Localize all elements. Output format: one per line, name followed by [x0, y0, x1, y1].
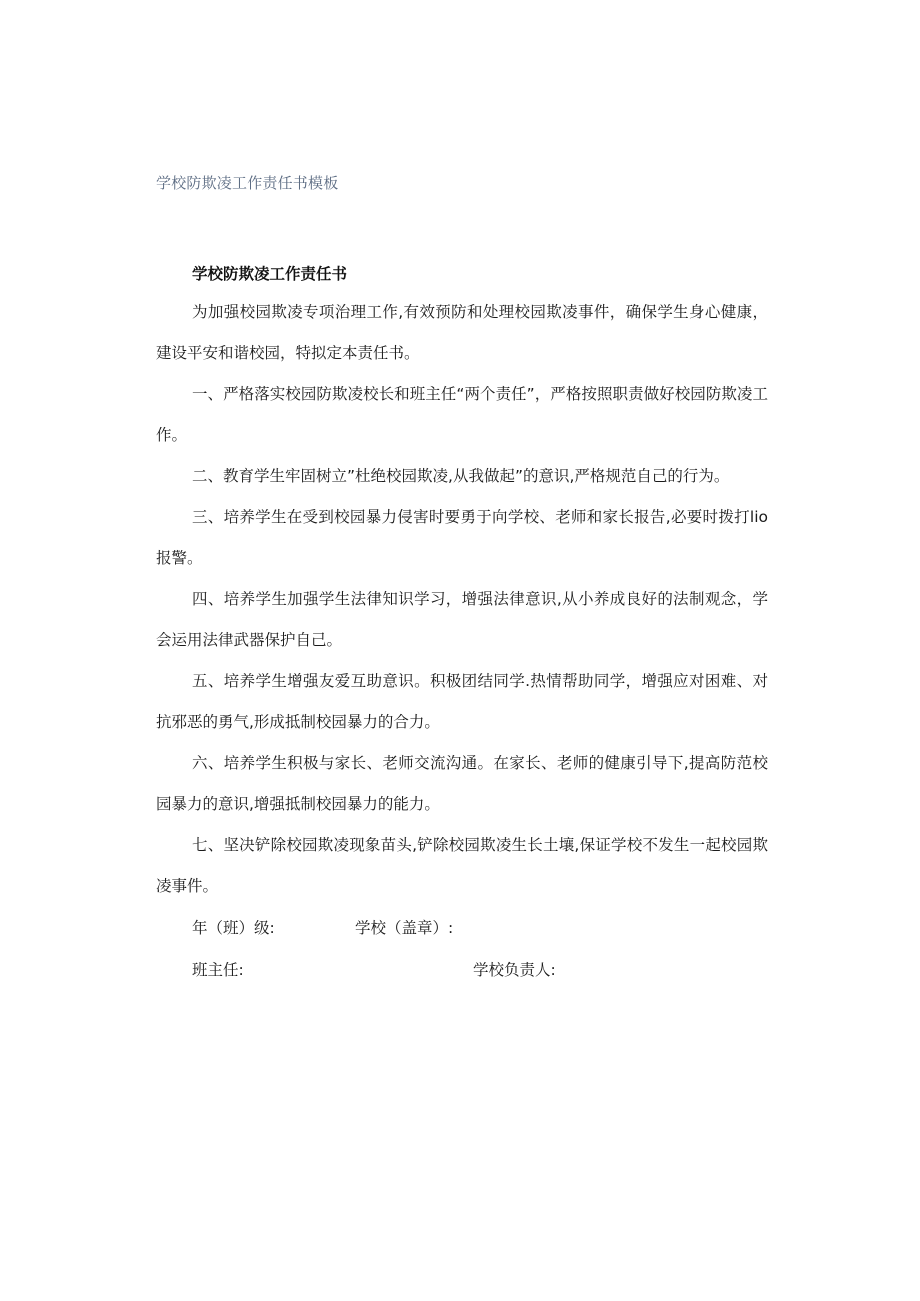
paragraph-item-5: 五、培养学生增强友爱互助意识。积极团结同学.热情帮助同学，增强应对困难、对抗邪恶的勇气,形成抵制校园暴力的合力。	[156, 672, 768, 731]
paragraph-item-2: 二、教育学生牢固树立”杜绝校园欺凌,从我做起”的意识,严格规范自己的行为。	[192, 467, 730, 485]
school-seal-label: 学校（盖章）:	[355, 919, 454, 937]
paragraph-item-3: 三、培养学生在受到校园暴力侵害时要勇于向学校、老师和家长报告,必要时拨打lio报警。	[156, 508, 768, 567]
document-header: 学校防欺凌工作责任书模板	[156, 174, 339, 192]
grade-class-label: 年（班）级:	[192, 919, 275, 937]
paragraph-item-1: 一、严格落实校园防欺凌校长和班主任“两个责任”，严格按照职责做好校园防欺凌工作。	[156, 385, 768, 444]
paragraph-item-6: 六、培养学生积极与家长、老师交流沟通。在家长、老师的健康引导下,提高防范校园暴力的意识,增强抵制校园暴力的能力。	[156, 754, 768, 813]
paragraph-item-7: 七、坚决铲除校园欺凌现象苗头,铲除校园欺凌生长土壤,保证学校不发生一起校园欺凌事件。	[156, 836, 768, 895]
document-title: 学校防欺凌工作责任书	[192, 265, 348, 283]
head-teacher-label: 班主任:	[192, 961, 244, 979]
school-principal-label: 学校负责人:	[473, 961, 556, 979]
paragraph-item-4: 四、培养学生加强学生法律知识学习，增强法律意识,从小养成良好的法制观念，学会运用法律武器保护自己。	[156, 590, 768, 649]
paragraph-intro: 为加强校园欺凌专项治理工作,有效预防和处理校园欺凌事件，确保学生身心健康，建设平安和谐校园，特拟定本责任书。	[156, 303, 768, 362]
